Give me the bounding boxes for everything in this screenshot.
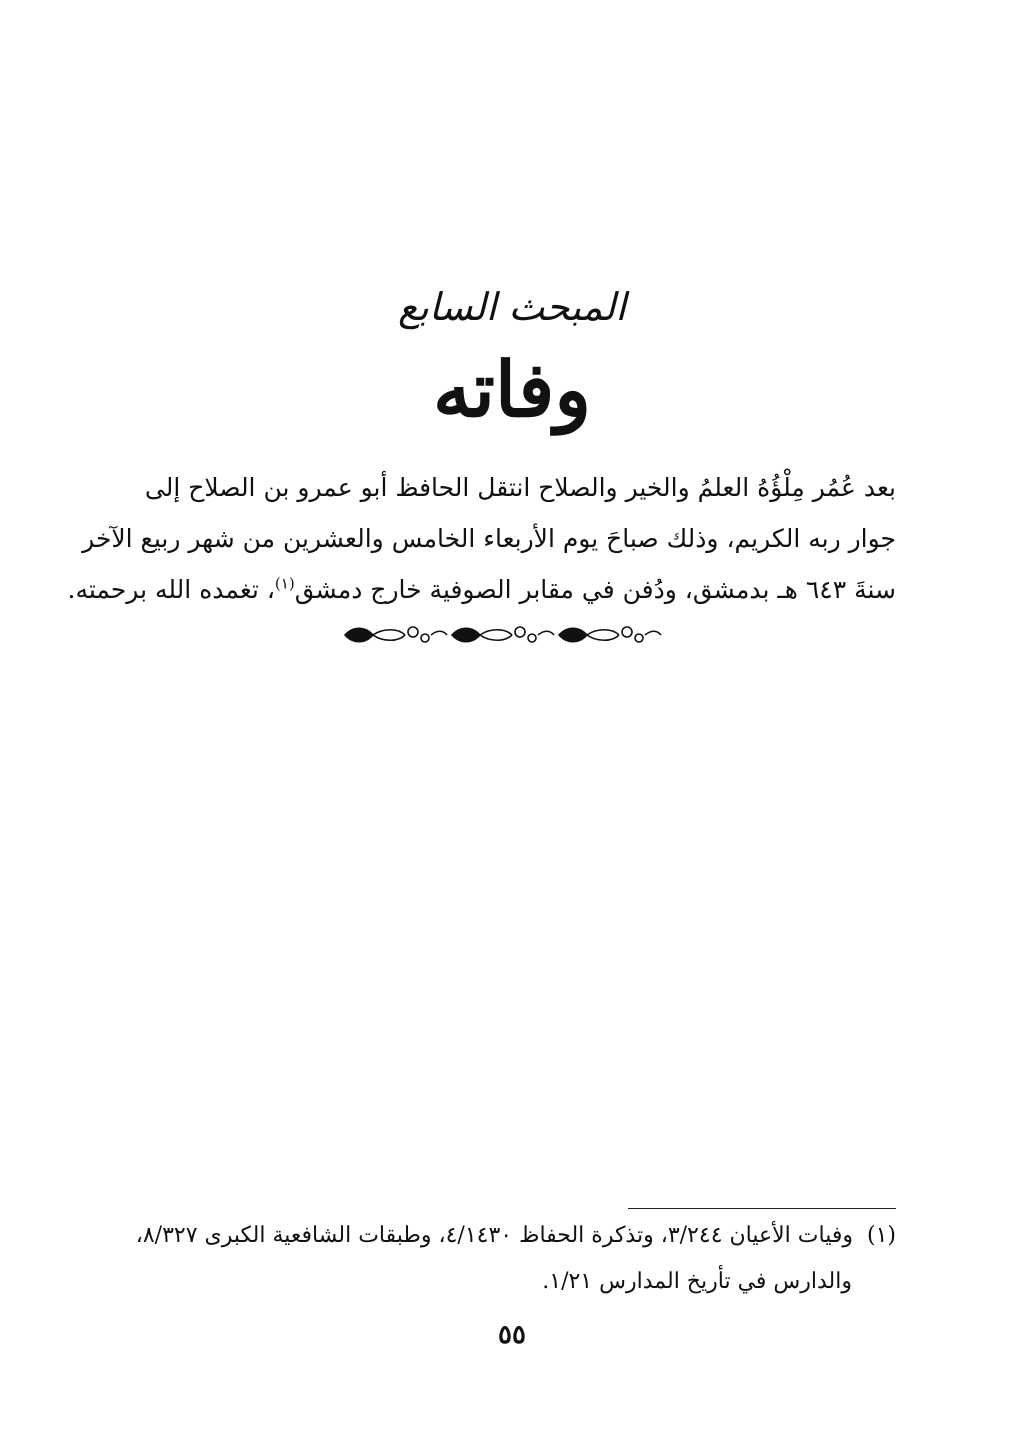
body-line-1: بعد عُمُر مِلْؤُهُ العلمُ والخير والصلاح انتقل الحافظ أبو عمرو بن الصلاح إلى xyxy=(144,473,896,502)
chapter-title: وفاته xyxy=(432,345,592,434)
footnote-number: (١) xyxy=(866,1223,896,1248)
floral-divider-icon xyxy=(338,620,668,650)
footnote-text-1: وفيات الأعيان ٣/٢٤٤، وتذكرة الحفاظ ٤/١٤٣٠، وطبقات الشافعية الكبرى ٨/٣٢٧، xyxy=(135,1223,853,1248)
ornament-motif xyxy=(559,627,661,642)
body-line-3-end: ، تغمده الله برحمته. xyxy=(67,575,275,604)
footnote-line-1 xyxy=(116,1213,896,1259)
section-label: المبحث السابع xyxy=(398,285,626,329)
ornament-motif xyxy=(452,627,554,642)
body-line-3 xyxy=(67,564,896,615)
ornament-motif xyxy=(345,627,447,642)
footnote-separator xyxy=(628,1208,896,1209)
page-number: ٥٥ xyxy=(498,1320,526,1350)
body-line-2: جوار ربه الكريم، وذلك صباحَ يوم الأربعاء الخامس والعشرين من شهر ربيع الآخر xyxy=(82,524,896,553)
body-paragraph xyxy=(67,462,896,615)
footnote xyxy=(116,1213,896,1305)
footnote-line-2: والدارس في تأريخ المدارس ١/٢١. xyxy=(542,1269,852,1294)
body-line-3-text: سنةَ ٦٤٣ هـ بدمشق، ودُفن في مقابر الصوفية خارج دمشق xyxy=(294,575,896,604)
footnote-reference[interactable]: (١) xyxy=(274,574,295,593)
